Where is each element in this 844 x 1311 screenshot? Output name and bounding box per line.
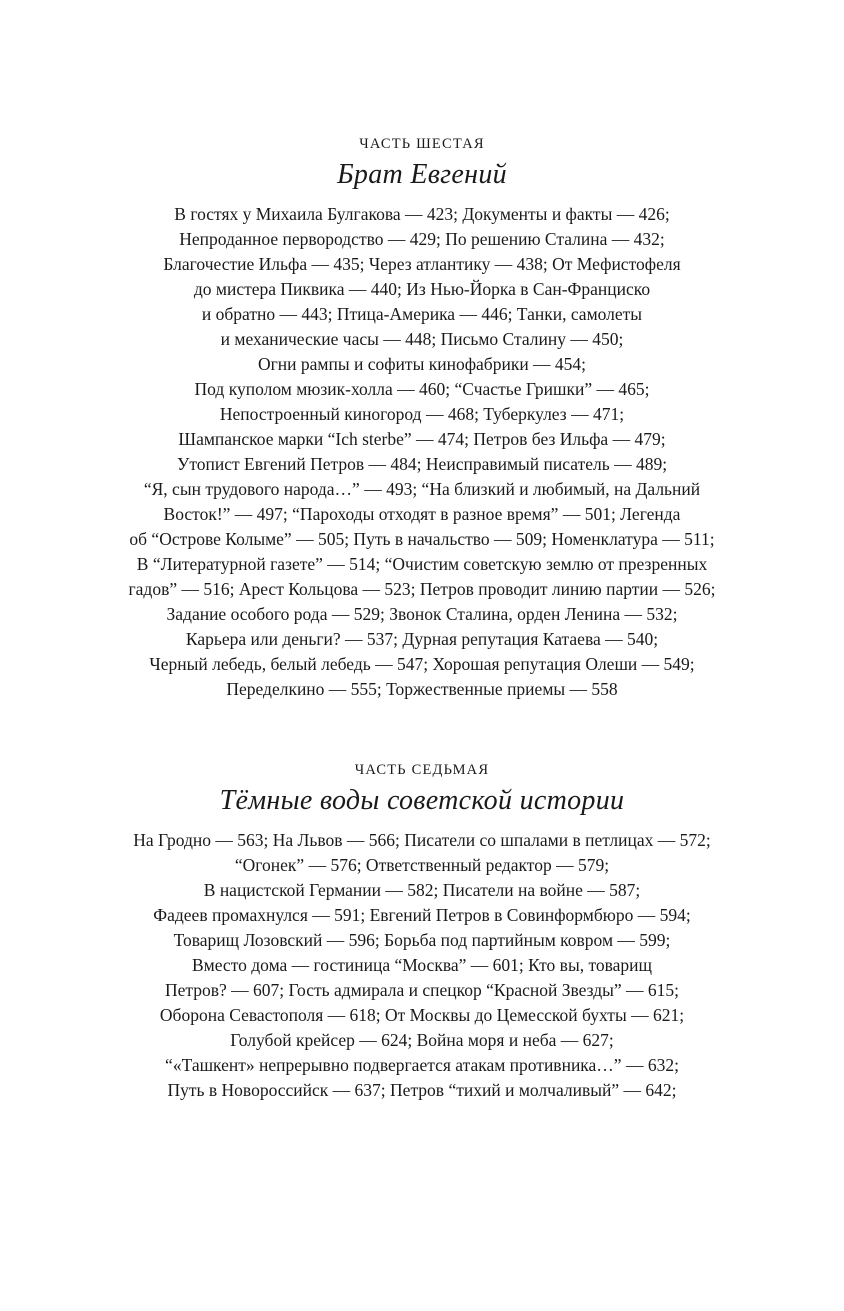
toc-line: гадов” — 516; Арест Кольцова — 523; Петров проводит линию партии — 526; [128, 579, 716, 599]
toc-line: Оборона Севастополя — 618; От Москвы до Цемесской бухты — 621; [159, 1005, 685, 1025]
part-seven-contents [0, 828, 844, 1103]
toc-line: Товарищ Лозовский — 596; Борьба под партийным ковром — 599; [173, 930, 671, 950]
toc-line: В гостях у Михаила Булгакова — 423; Документы и факты — 426; [174, 204, 670, 224]
part-six-contents [0, 202, 844, 702]
toc-line: “«Ташкент» непрерывно подвергается атакам противника…” — 632; [165, 1055, 679, 1075]
toc-line: Восток!” — 497; “Пароходы отходят в разное время” — 501; Легенда [163, 504, 681, 524]
part-six-section [0, 134, 844, 702]
toc-line: В “Литературной газете” — 514; “Очистим советскую землю от презренных [136, 554, 708, 574]
part-six-label: ЧАСТЬ ШЕСТАЯ [359, 136, 485, 152]
part-seven-label: ЧАСТЬ СЕДЬМАЯ [354, 762, 490, 778]
toc-line: Петров? — 607; Гость адмирала и спецкор “Красной Звезды” — 615; [164, 980, 680, 1000]
toc-line: и механические часы — 448; Письмо Сталину — 450; [220, 329, 624, 349]
part-seven-section [0, 760, 844, 1103]
toc-line: до мистера Пиквика — 440; Из Нью-Йорка в Сан-Франциско [193, 279, 651, 299]
toc-line: Фадеев промахнулся — 591; Евгений Петров в Совинформбюро — 594; [153, 905, 691, 925]
toc-line: В нацистской Германии — 582; Писатели на войне — 587; [203, 880, 641, 900]
toc-line: Шампанское марки “Ich sterbe” — 474; Петров без Ильфа — 479; [178, 429, 666, 449]
toc-line: “Я, сын трудового народа…” — 493; “На близкий и любимый, на Дальний [143, 479, 701, 499]
toc-line: Непроданное первородство — 429; По решению Сталина — 432; [179, 229, 665, 249]
toc-line: Под куполом мюзик-холла — 460; “Счастье Гришки” — 465; [194, 379, 650, 399]
toc-line: Благочестие Ильфа — 435; Через атлантику — 438; От Мефистофеля [163, 254, 681, 274]
toc-line: Утопист Евгений Петров — 484; Неисправимый писатель — 489; [176, 454, 668, 474]
toc-line: На Гродно — 563; На Львов — 566; Писатели со шпалами в петлицах — 572; [133, 830, 711, 850]
toc-line: Задание особого рода — 529; Звонок Сталина, орден Ленина — 532; [166, 604, 678, 624]
toc-line: “Огонек” — 576; Ответственный редактор — 579; [234, 855, 610, 875]
toc-line: Непостроенный киногород — 468; Туберкулез — 471; [219, 404, 625, 424]
part-seven-title: Тёмные воды советской истории [219, 785, 625, 816]
toc-line: Черный лебедь, белый лебедь — 547; Хорошая репутация Олеши — 549; [149, 654, 695, 674]
toc-line: Вместо дома — гостиница “Москва” — 601; Кто вы, товарищ [191, 955, 653, 975]
part-six-title: Брат Евгений [337, 159, 507, 190]
toc-line: Путь в Новороссийск — 637; Петров “тихий и молчаливый” — 642; [167, 1080, 677, 1100]
toc-line: Голубой крейсер — 624; Война моря и неба — 627; [230, 1030, 614, 1050]
toc-line: об “Острове Колыме” — 505; Путь в начальство — 509; Номенклатура — 511; [129, 529, 715, 549]
toc-line: и обратно — 443; Птица-Америка — 446; Танки, самолеты [201, 304, 643, 324]
toc-line: Переделкино — 555; Торжественные приемы — 558 [226, 679, 618, 699]
toc-line: Карьера или деньги? — 537; Дурная репутация Катаева — 540; [185, 629, 659, 649]
toc-line: Огни рампы и софиты кинофабрики — 454; [257, 354, 587, 374]
